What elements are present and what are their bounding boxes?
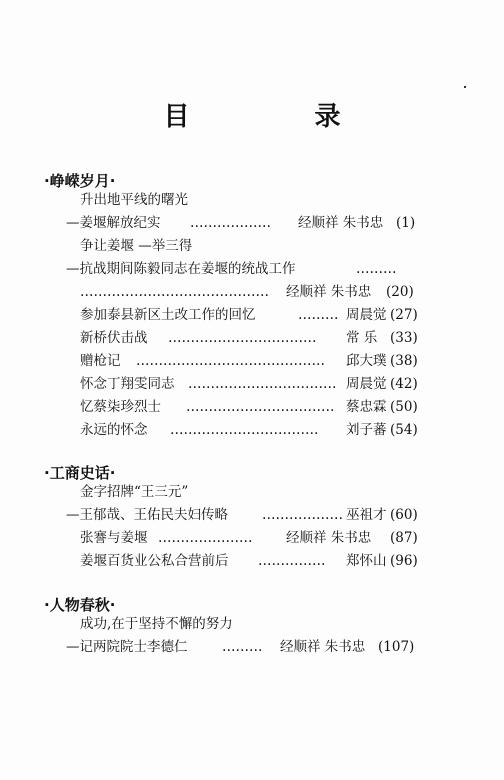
entry-text: 怀念丁翔雯同志	[80, 376, 175, 392]
toc-entry[interactable]	[0, 282, 504, 302]
entry-text: 赠枪记	[80, 353, 121, 369]
toc-entry	[0, 614, 504, 634]
page-title: 目 录	[163, 102, 399, 132]
toc-entry[interactable]	[0, 551, 504, 571]
leader-dots: ……………………………	[168, 330, 317, 346]
entry-text: 张謇与姜堰	[80, 530, 148, 546]
leader-dots: …………………	[158, 530, 253, 546]
entry-author: 经顺祥 朱书忠	[286, 284, 372, 300]
entry-text: 升出地平线的曙光	[80, 192, 188, 208]
entry-author: 巫祖才	[346, 507, 387, 523]
entry-page: (38)	[390, 353, 418, 369]
entry-author: 邱大璞	[346, 353, 387, 369]
toc-entry[interactable]	[0, 374, 504, 394]
leader-dots: ……………………………………	[80, 284, 269, 300]
section-title: ·峥嵘岁月·	[44, 172, 116, 190]
leader-dots: ………	[298, 307, 339, 323]
leader-dots: ………………	[262, 507, 343, 523]
toc-entry	[0, 190, 504, 210]
entry-text: 忆蔡柒珍烈士	[80, 399, 161, 415]
entry-author: 经顺祥 朱书忠	[286, 530, 372, 546]
entry-author: 经顺祥 朱书忠	[298, 215, 384, 231]
entry-author: 周晨觉	[346, 376, 387, 392]
toc-entry	[0, 259, 504, 279]
leader-dots: ………………	[190, 215, 271, 231]
entry-page: (42)	[390, 376, 418, 392]
entry-author: 经顺祥 朱书忠	[280, 639, 366, 655]
entry-author: 周晨觉	[346, 307, 387, 323]
entry-page: (107)	[378, 639, 415, 655]
leader-dots: ……………………………	[170, 422, 319, 438]
toc-entry[interactable]	[0, 420, 504, 440]
entry-text: —王郁哉、王佑民夫妇传略	[66, 507, 228, 523]
section-title: ·人物春秋·	[44, 596, 116, 614]
toc-entry[interactable]	[0, 528, 504, 548]
entry-author: 蔡忠霖	[346, 399, 387, 415]
entry-text: 金字招牌“王三元”	[80, 484, 189, 500]
entry-author: 郑怀山	[346, 553, 387, 569]
entry-text: 新桥伏击战	[80, 330, 148, 346]
entry-page: (1)	[396, 215, 416, 231]
entry-text: 姜堰百货业公私合营前后	[80, 553, 229, 569]
entry-page: (50)	[390, 399, 418, 415]
toc-entry[interactable]	[0, 213, 504, 233]
toc-entry[interactable]	[0, 351, 504, 371]
toc-entry[interactable]	[0, 637, 504, 657]
leader-dots: ……………………………	[186, 399, 335, 415]
toc-entry[interactable]	[0, 328, 504, 348]
entry-page: (87)	[390, 530, 418, 546]
toc-entry[interactable]	[0, 505, 504, 525]
toc-entry	[0, 236, 504, 256]
entry-text: 参加泰县新区土改工作的回忆	[80, 307, 256, 323]
entry-page: (96)	[390, 553, 418, 569]
print-speck	[464, 86, 466, 88]
entry-text: 成功,在于坚持不懈的努力	[80, 616, 233, 632]
leader-dots: ……………………………	[188, 376, 337, 392]
leader-dots: ………	[222, 639, 263, 655]
entry-text: 争让姜堰 —举三得	[80, 238, 193, 254]
entry-page: (20)	[386, 284, 414, 300]
entry-text: —抗战期间陈毅同志在姜堰的统战工作	[66, 261, 296, 277]
entry-page: (27)	[390, 307, 418, 323]
entry-text: 永远的怀念	[80, 422, 148, 438]
leader-dots: ……………………………………	[136, 353, 325, 369]
entry-page: (60)	[390, 507, 418, 523]
entry-text: —姜堰解放纪实	[66, 215, 161, 231]
entry-page: (33)	[390, 330, 418, 346]
entry-author: 刘子蕃	[346, 422, 387, 438]
toc-entry[interactable]	[0, 397, 504, 417]
entry-page: (54)	[390, 422, 418, 438]
section-title: ·工商史话·	[44, 464, 116, 482]
toc-entry[interactable]	[0, 305, 504, 325]
entry-text: —记两院院士李德仁	[66, 639, 188, 655]
leader-dots: ……………	[258, 553, 326, 569]
toc-entry	[0, 482, 504, 502]
entry-author: 常 乐	[346, 330, 378, 346]
leader-dots: ………	[356, 261, 397, 277]
